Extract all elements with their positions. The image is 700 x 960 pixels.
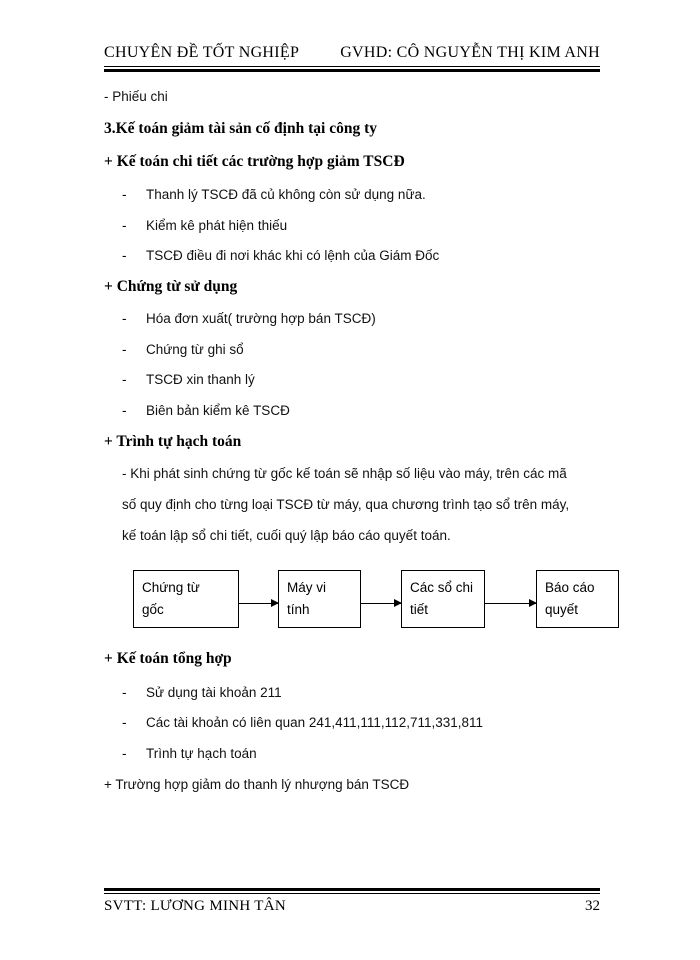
paragraph-line: - Khi phát sinh chứng từ gốc kế toán sẽ nhập số liệu vào máy, trên các mã	[122, 466, 567, 481]
header-advisor: GVHD: CÔ NGUYỄN THỊ KIM ANH	[340, 44, 600, 61]
list-item: TSCĐ xin thanh lý	[146, 372, 255, 387]
flow-box-label: quyết	[545, 602, 579, 617]
list-dash: -	[122, 187, 127, 202]
flow-box-label: gốc	[142, 602, 164, 617]
subsection-title-detail: + Kế toán chi tiết các trường hợp giảm TSCĐ	[104, 153, 405, 170]
footer-rule-thin	[104, 893, 600, 894]
paragraph-line: số quy định cho từng loại TSCĐ từ máy, qua chương trình tạo sổ trên máy,	[122, 497, 570, 512]
flow-box-detail-ledgers	[401, 570, 485, 628]
flow-box-label: Các sổ chi	[410, 580, 474, 595]
flow-box-label: Báo cáo	[545, 580, 595, 595]
list-item: Trình tự hạch toán	[146, 746, 257, 761]
list-item: Biên bản kiểm kê TSCĐ	[146, 403, 290, 418]
list-dash: -	[122, 248, 127, 263]
footer-rule-thick	[104, 888, 600, 891]
header-rule-thin	[104, 66, 600, 67]
header-rule-thick	[104, 69, 600, 72]
page-header	[104, 44, 600, 66]
footer-student: SVTT: LƯƠNG MINH TÂN	[104, 898, 287, 914]
list-item: Kiểm kê phát hiện thiếu	[146, 218, 288, 233]
list-item: Thanh lý TSCĐ đã củ không còn sử dụng nữa.	[146, 187, 426, 202]
flow-box-report	[536, 570, 619, 628]
list-dash: -	[122, 342, 127, 357]
subsection-title-documents: + Chứng từ sử dụng	[104, 278, 238, 295]
subsection-title-general: + Kế toán tổng hợp	[104, 650, 232, 667]
header-title: CHUYÊN ĐỀ TỐT NGHIỆP	[104, 44, 300, 61]
list-dash: -	[122, 372, 127, 387]
flow-box-label: tính	[287, 602, 310, 617]
list-item: Sử dụng tài khoản 211	[146, 685, 282, 700]
list-item: Chứng từ ghi sổ	[146, 342, 244, 357]
line-phieu-chi: - Phiếu chi	[104, 89, 168, 104]
flow-box-computer	[278, 570, 361, 628]
flow-box-source-documents	[133, 570, 239, 628]
list-dash: -	[122, 218, 127, 233]
list-item: Hóa đơn xuất( trường hợp bán TSCĐ)	[146, 311, 376, 326]
page-number: 32	[585, 898, 600, 914]
list-dash: -	[122, 715, 127, 730]
flow-box-label: tiết	[410, 602, 429, 617]
flow-arrow	[361, 603, 401, 604]
section-title: 3.Kế toán giảm tài sản cố định tại công ty	[104, 120, 377, 137]
flow-arrow	[239, 603, 278, 604]
list-dash: -	[122, 403, 127, 418]
list-item: TSCĐ điều đi nơi khác khi có lệnh của Giám Đốc	[146, 248, 440, 263]
flow-box-label: Máy vi	[287, 580, 327, 595]
subsection-title-procedure: + Trình tự hạch toán	[104, 433, 242, 450]
list-dash: -	[122, 746, 127, 761]
flow-arrow	[485, 603, 536, 604]
line-liquidation-case: + Trường hợp giảm do thanh lý nhượng bán TSCĐ	[104, 777, 410, 792]
paragraph-line: kế toán lập sổ chi tiết, cuối quý lập báo cáo quyết toán.	[122, 528, 451, 543]
list-dash: -	[122, 311, 127, 326]
list-item: Các tài khoản có liên quan 241,411,111,112,711,331,811	[146, 715, 484, 730]
flow-box-label: Chứng từ	[142, 580, 200, 595]
list-dash: -	[122, 685, 127, 700]
